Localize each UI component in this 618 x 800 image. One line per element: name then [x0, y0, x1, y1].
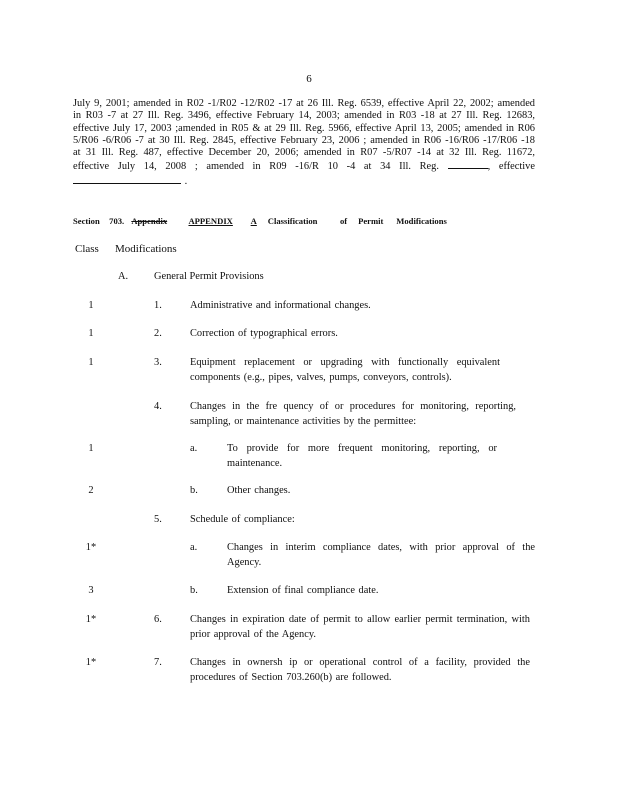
- provision-label: a.: [190, 542, 198, 553]
- heading-deleted-word: Appendix: [131, 216, 168, 226]
- heading-appendix: APPENDIX: [188, 216, 233, 226]
- provision-text: Equipment replacement or upgrading with functionally equivalent components (e.g., pipes, valves, pumps, conveyors, controls).: [190, 357, 500, 383]
- provision-label: 1.: [154, 300, 162, 311]
- provision-label: 4.: [154, 401, 162, 412]
- provision-class: 2: [88, 485, 94, 496]
- blank-effective-date: [73, 174, 181, 184]
- heading-title-3: Permit: [358, 216, 384, 226]
- provision-class: 1: [88, 443, 94, 454]
- heading-number: 703.: [109, 216, 125, 226]
- provision-class: 3: [88, 585, 94, 596]
- provision-text: Changes in the fre quency of or procedures for monitoring, reporting, sampling, or maintenance activities by the permittee:: [190, 401, 516, 427]
- provision-text: Administrative and informational changes.: [190, 300, 371, 311]
- provision-label: 3.: [154, 357, 162, 368]
- provision-label: 7.: [154, 657, 162, 668]
- provision-text: Changes in ownersh ip or operational control of a facility, provided the procedures of Section 703.260(b) are followed.: [190, 657, 530, 683]
- provision-class: 1: [88, 357, 94, 368]
- history-text: July 9, 2001; amended in R02 -1/R02 -12/R02 -17 at 26 Ill. Reg. 6539, effective April 22, 2002; amended in R03 -7 at 27 Ill. Reg. 3496, effective February 14, 2003; amended in R03 -18 at 27 Ill. Reg. 12683, effective July 17, 2003 ;amended in R05 & at 29 Ill. Reg. 5966, effective April 13, 2005; amended in R06 5/R06 -6/R06 -7 at 30 Ill. Reg. 2845, effective February 23, 2006 ; amended in R06 -16/R06 -17/R06 -18 at 31 Ill. Reg. 487, effective December 20, 2006; amended in R07 -5/R07 -14 at 32 Ill. Reg. 11672, effective July 14, 2008 ; amended in R09 -16/R 10 -4 at 34 Ill. Reg.: [73, 98, 535, 173]
- provision-text: Correction of typographical errors.: [190, 328, 338, 339]
- provision-text: Extension of final compliance date.: [227, 585, 379, 596]
- provision-class: 1: [88, 300, 94, 311]
- provision-class: 1*: [85, 614, 97, 625]
- provision-label: b.: [190, 585, 198, 596]
- provision-text: To provide for more frequent monitoring, reporting, or maintenance.: [227, 443, 497, 469]
- history-end-mark: .: [184, 175, 188, 187]
- heading-letter: A: [250, 216, 257, 226]
- section-heading: [73, 216, 543, 226]
- heading-title-4: Modifications: [396, 216, 447, 226]
- provision-label: A.: [118, 271, 129, 282]
- heading-title-2: of: [339, 216, 348, 226]
- provision-label: 6.: [154, 614, 162, 625]
- heading-title-1: Classification: [267, 216, 318, 226]
- provision-class: 1*: [85, 542, 97, 553]
- provision-label: 2.: [154, 328, 162, 339]
- history-note: [73, 98, 535, 188]
- provision-label: a.: [190, 443, 198, 454]
- provision-text: Changes in interim compliance dates, with prior approval of the Agency.: [227, 542, 535, 568]
- provision-label: b.: [190, 485, 198, 496]
- column-header-class: Class: [75, 243, 99, 255]
- provision-class: 1: [88, 328, 94, 339]
- heading-section: Section: [73, 216, 100, 226]
- column-header-modifications: Modifications: [115, 243, 177, 255]
- provision-text: Other changes.: [227, 485, 291, 496]
- page-number: 6: [306, 73, 312, 85]
- provision-text: General Permit Provisions: [154, 271, 264, 282]
- provision-text: Changes in expiration date of permit to allow earlier permit termination, with prior approval of the Agency.: [190, 614, 530, 640]
- provision-class: 1*: [85, 657, 97, 668]
- provision-label: 5.: [154, 514, 162, 525]
- provision-text: Schedule of compliance:: [190, 514, 295, 525]
- history-effective: , effective: [487, 161, 535, 173]
- blank-reg-page: [448, 159, 488, 169]
